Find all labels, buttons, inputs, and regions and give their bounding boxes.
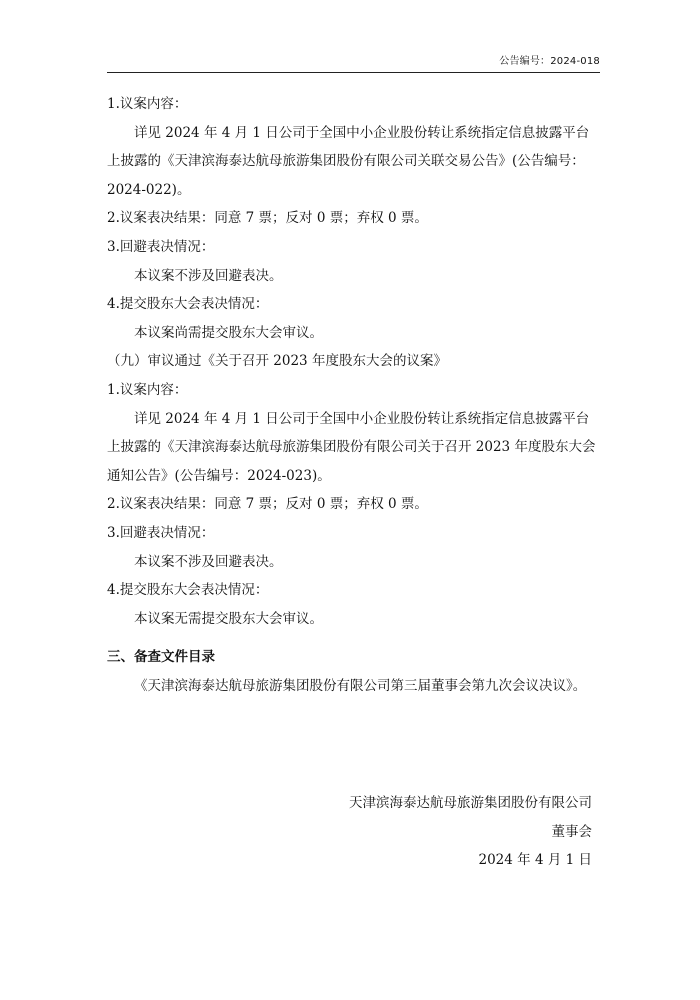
paragraph: 1.议案内容： <box>107 96 188 112</box>
paragraph: （九）审议通过《关于召开 2023 年度股东大会的议案》 <box>107 353 447 370</box>
signature-board: 董事会 <box>551 823 592 840</box>
paragraph: 本议案不涉及回避表决。 <box>134 553 283 570</box>
paragraph: 本议案不涉及回避表决。 <box>134 267 283 284</box>
paragraph: 4.提交股东大会表决情况： <box>107 296 269 313</box>
paragraph: 1.议案内容： <box>107 381 188 398</box>
paragraph: 2.议案表决结果：同意 7 票；反对 0 票；弃权 0 票。 <box>107 496 428 513</box>
paragraph: 2.议案表决结果：同意 7 票；反对 0 票；弃权 0 票。 <box>107 210 428 227</box>
paragraph: 本议案无需提交股东大会审议。 <box>134 610 323 627</box>
paragraph: 3.回避表决情况： <box>107 524 215 541</box>
header-divider <box>107 72 600 73</box>
signature-date: 2024 年 4 月 1 日 <box>478 852 592 869</box>
paragraph: 本议案尚需提交股东大会审议。 <box>134 324 323 341</box>
announcement-number: 公告编号：2024-018 <box>499 56 600 67</box>
signature-company: 天津滨海泰达航母旅游集团股份有限公司 <box>349 795 592 811</box>
resolution-items <box>107 90 600 633</box>
document-body <box>107 90 600 700</box>
section-title-reference-documents: 三、备查文件目录 <box>107 649 215 666</box>
signature-block <box>349 789 592 875</box>
paragraph: 3.回避表决情况： <box>107 238 215 255</box>
paragraph: 4.提交股东大会表决情况： <box>107 582 269 599</box>
paragraph: 详见 2024 年 4 月 1 日公司于全国中小企业股份转让系统指定信息披露平台上披露的《天津滨海泰达航母旅游集团股份有限公司关于召开 2023 年度股东大会通知公告》(公告编号：2024-023)。 <box>107 410 596 484</box>
reference-document-item: 《天津滨海泰达航母旅游集团股份有限公司第三届董事会第九次会议决议》。 <box>134 677 587 694</box>
paragraph: 详见 2024 年 4 月 1 日公司于全国中小企业股份转让系统指定信息披露平台上披露的《天津滨海泰达航母旅游集团股份有限公司关联交易公告》(公告编号：2024-022)。 <box>107 124 590 198</box>
